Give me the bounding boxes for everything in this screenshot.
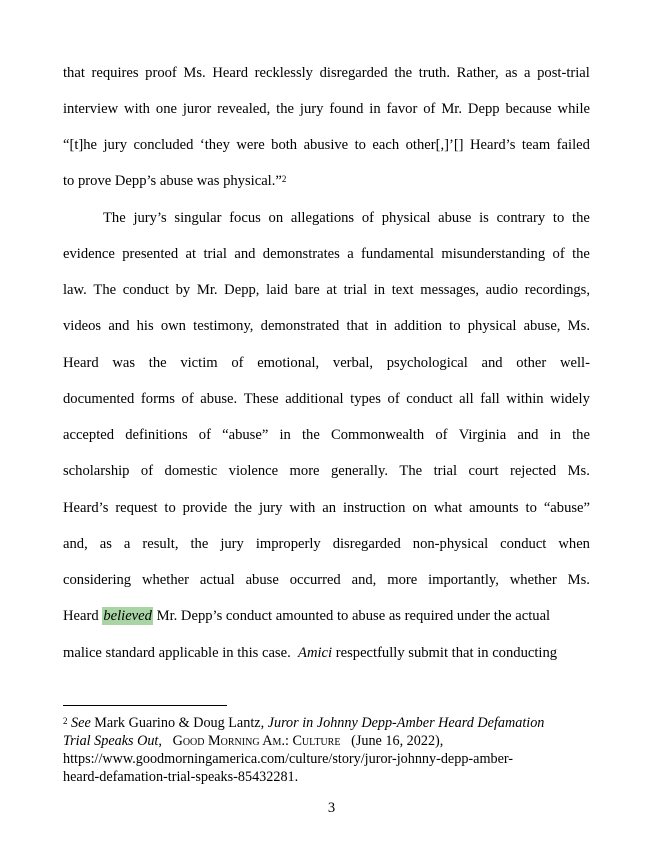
word: presented xyxy=(122,246,179,262)
word: non-physical xyxy=(412,536,489,552)
word: Heard’s xyxy=(470,137,516,153)
word: abuse xyxy=(438,210,472,226)
word: Heard’s xyxy=(63,500,109,516)
word: generally. xyxy=(330,463,388,479)
word: failed xyxy=(556,137,590,153)
word: messages, xyxy=(420,282,480,298)
word: truth. xyxy=(418,65,450,81)
footnote-source: Good Morning Am.: Culture xyxy=(172,733,341,749)
word: of xyxy=(198,427,211,443)
word: a xyxy=(123,536,131,552)
body-line xyxy=(63,607,590,625)
body-text: Mr. Depp’s conduct amounted to abuse as required under the actual xyxy=(156,608,551,624)
word: Commonwealth xyxy=(330,427,425,443)
word: jury xyxy=(103,137,127,153)
word: The xyxy=(399,463,423,479)
word: Rather, xyxy=(456,65,499,81)
word: as xyxy=(99,536,112,552)
word: each xyxy=(372,137,400,153)
word: more xyxy=(387,572,418,588)
word: jury’s xyxy=(133,210,167,226)
word: and, xyxy=(63,536,88,552)
word: the xyxy=(301,427,320,443)
body-line xyxy=(63,172,590,190)
word: “[t]he xyxy=(63,137,98,153)
word: Ms. xyxy=(183,65,206,81)
word: bare xyxy=(294,282,320,298)
word: in xyxy=(369,101,381,117)
word: abuse. xyxy=(200,391,238,407)
page-number: 3 xyxy=(327,800,336,816)
word: trial xyxy=(433,463,458,479)
word: laid xyxy=(266,282,288,298)
word: to xyxy=(354,137,366,153)
word: of xyxy=(140,463,154,479)
word: demonstrates xyxy=(262,246,340,262)
word: abuse xyxy=(245,572,279,588)
word: of xyxy=(231,355,244,371)
body-line xyxy=(63,245,590,263)
word: actual xyxy=(199,572,235,588)
word: the xyxy=(276,101,294,117)
footnote-url[interactable]: heard-defamation-trial-speaks-85432281. xyxy=(63,769,299,785)
word: of xyxy=(435,427,448,443)
word: of xyxy=(387,391,400,407)
word: post-trial xyxy=(537,65,590,81)
word: scholarship xyxy=(63,463,130,479)
word: instruction xyxy=(342,500,406,516)
word: definitions xyxy=(125,427,188,443)
word: testimony, xyxy=(193,318,254,334)
body-line xyxy=(63,462,590,480)
word: court xyxy=(468,463,499,479)
word: rejected xyxy=(509,463,557,479)
word: with xyxy=(124,101,150,117)
word: These xyxy=(243,391,279,407)
word: conduct xyxy=(500,536,547,552)
body-line xyxy=(63,535,590,553)
word: and xyxy=(234,246,256,262)
word: disregarded xyxy=(332,536,401,552)
word: when xyxy=(558,536,590,552)
word: addition xyxy=(394,318,442,334)
word: requires xyxy=(91,65,139,81)
body-text: to prove Depp’s abuse was physical.” xyxy=(63,173,282,189)
word: Ms. xyxy=(567,572,590,588)
word: recordings, xyxy=(524,282,590,298)
word: while xyxy=(557,101,590,117)
word: on xyxy=(412,500,427,516)
body-line xyxy=(63,64,590,82)
word: audio xyxy=(485,282,519,298)
word: that xyxy=(346,318,369,334)
footnote-url[interactable]: https://www.goodmorningamerica.com/culture/story/juror-johnny-depp-amber- xyxy=(63,751,514,767)
word: in xyxy=(279,427,291,443)
word: more xyxy=(289,463,320,479)
word: the xyxy=(234,500,253,516)
word: juror xyxy=(182,101,212,117)
word: were xyxy=(236,137,265,153)
word: types xyxy=(350,391,381,407)
body-line xyxy=(63,354,590,372)
footnote-divider xyxy=(63,705,227,706)
word: concluded xyxy=(133,137,194,153)
word: is xyxy=(479,210,489,226)
word: recklessly xyxy=(254,65,313,81)
word: that xyxy=(63,65,85,81)
word: Depp, xyxy=(224,282,260,298)
word: the xyxy=(572,210,590,226)
word: Heard xyxy=(212,65,248,81)
footnote-title: Trial Speaks Out xyxy=(63,733,159,749)
word: both xyxy=(271,137,298,153)
word: request xyxy=(115,500,158,516)
word: occurred xyxy=(289,572,341,588)
footnote-date: (June 16, 2022), xyxy=(351,733,444,749)
word: and xyxy=(517,427,539,443)
word: other xyxy=(516,355,547,371)
word: videos xyxy=(63,318,102,334)
word: evidence xyxy=(63,246,115,262)
word: in xyxy=(549,427,561,443)
word: conduct xyxy=(122,282,169,298)
word: demonstrated xyxy=(260,318,340,334)
word: his xyxy=(136,318,154,334)
body-line xyxy=(63,390,590,408)
word: to xyxy=(552,210,565,226)
word: and, xyxy=(351,572,377,588)
word: jury xyxy=(220,536,244,552)
word: considering xyxy=(63,572,132,588)
word: an xyxy=(322,500,337,516)
word: Mr. xyxy=(196,282,218,298)
word: importantly, xyxy=(428,572,499,588)
word: team xyxy=(521,137,551,153)
body-line xyxy=(63,100,590,118)
footnote-punct: , xyxy=(158,733,162,749)
footnote-title: Juror in Johnny Depp-Amber Heard Defamation xyxy=(267,715,545,731)
word: and xyxy=(108,318,130,334)
word: revealed, xyxy=(217,101,271,117)
word: proof xyxy=(145,65,177,81)
body-line xyxy=(63,426,590,444)
word: to xyxy=(164,500,176,516)
word: the xyxy=(394,65,413,81)
word: widely xyxy=(550,391,590,407)
word: and xyxy=(481,355,503,371)
word: abuse, xyxy=(523,318,561,334)
word: trial xyxy=(203,246,227,262)
footnote-line xyxy=(63,714,590,732)
word: within xyxy=(506,391,544,407)
word: with xyxy=(289,500,316,516)
word: by xyxy=(175,282,191,298)
word: in xyxy=(375,318,387,334)
word: ‘they xyxy=(199,137,230,153)
word: fall xyxy=(480,391,500,407)
word: The xyxy=(93,282,117,298)
footnote-reference[interactable]: 2 xyxy=(281,174,287,184)
word: because xyxy=(505,101,552,117)
word: abusive xyxy=(303,137,349,153)
word: of xyxy=(552,246,565,262)
word: jury xyxy=(258,500,283,516)
word: a xyxy=(347,246,354,262)
body-text: Heard xyxy=(63,608,99,624)
word: physical xyxy=(467,318,517,334)
word: of xyxy=(423,101,436,117)
footnote-line xyxy=(63,732,590,750)
word: found xyxy=(329,101,364,117)
word: other[,]’[] xyxy=(405,137,464,153)
word: Virginia xyxy=(458,427,507,443)
word: at xyxy=(185,246,197,262)
word: improperly xyxy=(255,536,321,552)
word: the xyxy=(572,246,590,262)
signal-see: See xyxy=(71,715,91,731)
word: jury xyxy=(299,101,324,117)
word: the xyxy=(572,427,590,443)
word: violence xyxy=(228,463,279,479)
word: a xyxy=(524,65,531,81)
word: singular xyxy=(174,210,222,226)
word: at xyxy=(326,282,337,298)
word: own xyxy=(160,318,186,334)
word: “abuse” xyxy=(222,427,269,443)
word: physical xyxy=(381,210,431,226)
word: favor xyxy=(386,101,418,117)
word: victim xyxy=(180,355,218,371)
body-text: respectfully submit that in conducting xyxy=(335,645,558,661)
body-line xyxy=(63,644,590,662)
word: contrary xyxy=(496,210,546,226)
body-text: malice standard applicable in this case. xyxy=(63,645,291,661)
word: emotional, xyxy=(257,355,320,371)
word: Mr. xyxy=(441,101,463,117)
word: provide xyxy=(182,500,228,516)
word: was xyxy=(112,355,136,371)
word: documented xyxy=(63,391,135,407)
body-line xyxy=(63,136,590,154)
word: to xyxy=(525,500,537,516)
word: additional xyxy=(285,391,344,407)
body-line xyxy=(63,317,590,335)
word: Ms. xyxy=(567,318,590,334)
word: amounts xyxy=(469,500,519,516)
word: allegations xyxy=(290,210,355,226)
word: text xyxy=(391,282,414,298)
word: accepted xyxy=(63,427,115,443)
word: verbal, xyxy=(332,355,374,371)
word: Depp xyxy=(467,101,500,117)
word: law. xyxy=(63,282,87,298)
word: the xyxy=(148,355,167,371)
word: misunderstanding xyxy=(441,246,546,262)
word: interview xyxy=(63,101,119,117)
word: fundamental xyxy=(361,246,434,262)
word: whether xyxy=(141,572,189,588)
word: on xyxy=(268,210,284,226)
body-line xyxy=(63,499,590,517)
word: well- xyxy=(559,355,590,371)
word: psychological xyxy=(386,355,468,371)
word: the xyxy=(190,536,209,552)
paragraph-first-line xyxy=(103,209,590,227)
word: whether xyxy=(509,572,557,588)
word: one xyxy=(155,101,177,117)
word: disregarded xyxy=(319,65,388,81)
footnote-number: 2 xyxy=(63,716,68,726)
word: of xyxy=(181,391,194,407)
word: result, xyxy=(142,536,179,552)
word: Heard xyxy=(63,355,99,371)
highlighted-word[interactable]: believed xyxy=(103,608,152,624)
word: Ms. xyxy=(567,463,590,479)
word: “abuse” xyxy=(543,500,590,516)
word: trial xyxy=(343,282,368,298)
word: all xyxy=(459,391,474,407)
word: of xyxy=(361,210,375,226)
italic-term: Amici xyxy=(298,645,333,661)
word: what xyxy=(433,500,463,516)
word: The xyxy=(103,210,126,226)
footnote-authors: Mark Guarino & Doug Lantz, xyxy=(94,715,265,731)
word: in xyxy=(373,282,386,298)
body-line xyxy=(63,281,590,299)
body-line xyxy=(63,571,590,589)
word: as xyxy=(505,65,518,81)
word: conduct xyxy=(406,391,453,407)
word: to xyxy=(449,318,461,334)
word: domestic xyxy=(164,463,218,479)
word: focus xyxy=(229,210,261,226)
word: forms xyxy=(140,391,175,407)
